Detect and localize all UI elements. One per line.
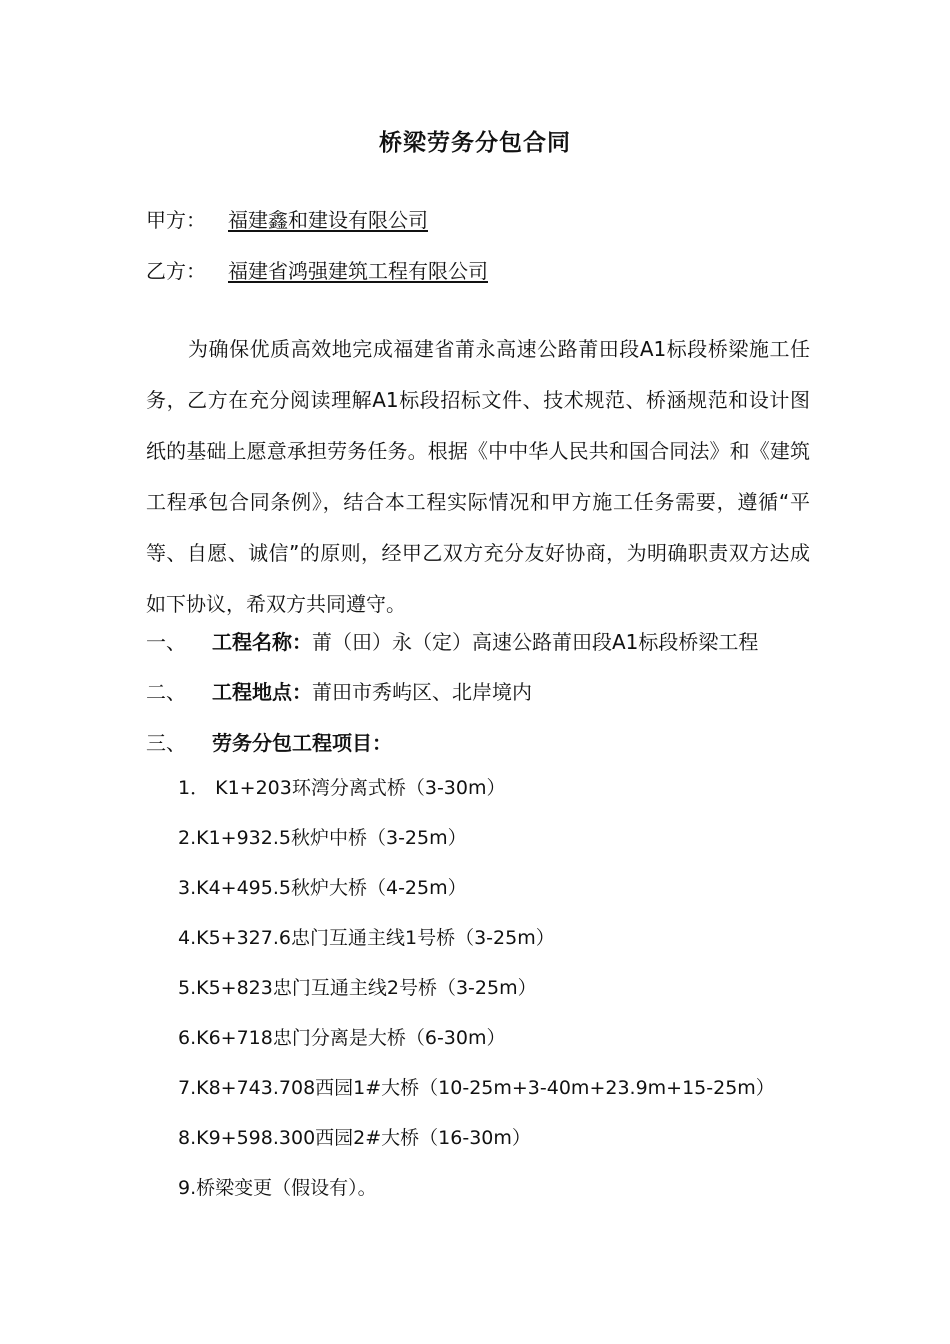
list-item: 5.K5+823忠门互通主线2号桥（3-25m） (178, 977, 537, 999)
list-item: 1． K1+203环湾分离式桥（3-30m） (178, 777, 506, 799)
section-number: 一、 (146, 630, 186, 654)
document-title: 桥梁劳务分包合同 (379, 130, 571, 156)
party-a-line (146, 204, 428, 233)
list-item: 3.K4+495.5秋炉大桥（4-25m） (178, 877, 467, 899)
intro-paragraph: 为确保优质高效地完成福建省莆永高速公路莆田段A1标段桥梁施工任务，乙方在充分阅读理解A1标段招标文件、技术规范、桥涵规范和设计图纸的基础上愿意承担劳务任务。根据《中中华人民共和国合同法》和《建筑工程承包合同条例》，结合本工程实际情况和甲方施工任务需要，遵循“平等、自愿、诚信”的原则，经甲乙双方充分友好协商，为明确职责双方达成如下协议，希双方共同遵守。 (146, 337, 810, 616)
list-item: 7.K8+743.708西园1#大桥（10-25m+3-40m+23.9m+15-25m） (178, 1077, 775, 1099)
section-text: 莆田市秀屿区、北岸境内 (312, 680, 532, 704)
section-number: 二、 (146, 680, 186, 704)
party-b-label: 乙方： (146, 259, 206, 283)
list-item: 9.桥梁变更（假设有）。 (178, 1177, 377, 1199)
party-b-name: 福建省鸿强建筑工程有限公司 (228, 259, 488, 283)
list-item: 4.K5+327.6忠门互通主线1号桥（3-25m） (178, 927, 555, 949)
section-heading: 工程地点： (212, 680, 312, 704)
party-b-line (146, 255, 488, 284)
section-heading: 工程名称： (212, 630, 312, 654)
section-text: 莆（田）永（定）高速公路莆田段A1标段桥梁工程 (312, 630, 759, 654)
section-heading: 劳务分包工程项目： (212, 731, 392, 755)
section-project-name (146, 626, 758, 655)
list-item: 6.K6+718忠门分离是大桥（6-30m） (178, 1027, 506, 1049)
section-project-location (146, 676, 532, 705)
party-a-label: 甲方： (146, 208, 206, 232)
list-item: 8.K9+598.300西园2#大桥（16-30m） (178, 1127, 531, 1149)
list-item: 2.K1+932.5秋炉中桥（3-25m） (178, 827, 467, 849)
party-a-name: 福建鑫和建设有限公司 (228, 208, 428, 232)
section-number: 三、 (146, 731, 186, 755)
section-project-items (146, 727, 392, 756)
bridge-item-list (178, 775, 775, 1225)
